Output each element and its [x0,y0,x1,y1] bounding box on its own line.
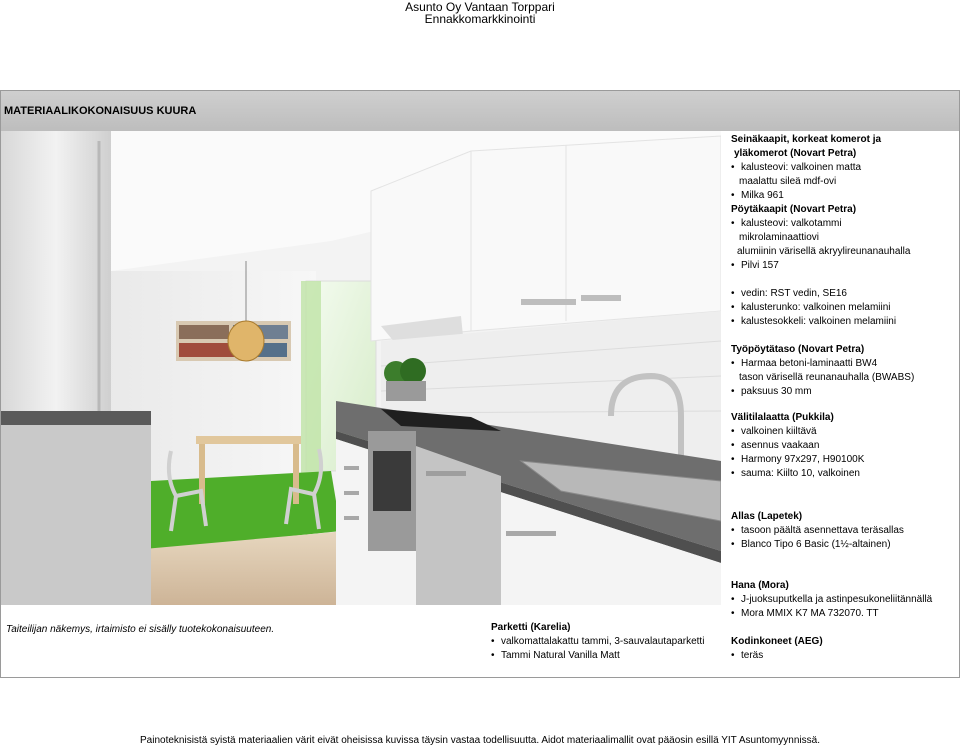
spec-faucet [731,579,932,621]
spec-bullet: • teräs [731,649,823,663]
spec-tiles [731,411,864,481]
spec-hardware [731,287,896,329]
spec-bullet: • J-juoksuputkella ja astinpesukoneliitännällä [731,593,932,607]
material-panel [0,90,960,678]
spec-heading: Parketti (Karelia) [491,622,571,633]
spec-detail: alumiinin värisellä akryylireunanauhalla [737,246,911,257]
spec-bullet: • vedin: RST vedin, SE16 [731,287,896,301]
kitchen-render [1,131,721,605]
spec-bullet: • Harmaa betoni-laminaatti BW4 [731,357,914,371]
spec-heading: Seinäkaapit, korkeat komerot ja [731,134,882,145]
spec-bullet: • paksuus 30 mm [731,385,914,399]
spec-heading: Pöytäkaapit (Novart Petra) [731,204,857,215]
spec-heading: yläkomerot (Novart Petra) [734,148,857,159]
illustration-caption: Taiteilijan näkemys, irtaimisto ei sisälly tuotekokonaisuuteen. [6,624,275,635]
spec-cabinets [731,133,910,273]
project-subtitle: Ennakkomarkkinointi [424,12,536,26]
spec-bullet: • Tammi Natural Vanilla Matt [491,649,704,663]
title-band [1,91,959,131]
spec-appliances [731,635,823,663]
spec-bullet: • Harmony 97x297, H90100K [731,453,864,467]
spec-detail: mikrolaminaattiovi [739,232,820,243]
spec-bullet: • asennus vaakaan [731,439,864,453]
spec-bullet: • kalusteovi: valkotammi [731,217,910,231]
spec-countertop [731,343,914,399]
disclaimer-footer: Painoteknisistä syistä materiaalien värit eivät oheisissa kuvissa täysin vastaa todellisuutta. Aidot materiaalimallit ovat pääosin esillä YIT Asuntomyynnissä. [140,735,820,746]
spec-bullet: • valkomattalakattu tammi, 3-sauvalautaparketti [491,635,704,649]
spec-flooring [491,621,704,663]
spec-detail: tason värisellä reunanauhalla (BWABS) [739,372,915,383]
spec-bullet: • valkoinen kiiltävä [731,425,864,439]
spec-bullet: • Blanco Tipo 6 Basic (1½-altainen) [731,538,904,552]
spec-detail: maalattu sileä mdf-ovi [739,176,837,187]
spec-bullet: • Milka 961 [731,189,910,203]
spec-bullet: • Pilvi 157 [731,259,910,273]
spec-bullet: • kalusterunko: valkoinen melamiini [731,301,896,315]
project-name: Asunto Oy Vantaan Torppari [405,0,555,14]
spec-heading: Työpöytätaso (Novart Petra) [731,344,865,355]
spec-heading: Hana (Mora) [731,580,789,591]
spec-bullet: • sauma: Kiilto 10, valkoinen [731,467,864,481]
spec-bullet: • kalusteovi: valkoinen matta [731,161,910,175]
spec-heading: Kodinkoneet (AEG) [731,636,823,647]
package-title: MATERIAALIKOKONAISUUS KUURA [4,105,197,117]
spec-bullet: • kalustesokkeli: valkoinen melamiini [731,315,896,329]
spec-heading: Välitilalaatta (Pukkila) [731,412,834,423]
spec-heading: Allas (Lapetek) [731,511,803,522]
kitchen-illustration [1,131,721,605]
spec-bullet: • Mora MMIX K7 MA 732070. TT [731,607,932,621]
spec-sink [731,510,904,552]
spec-bullet: • tasoon päältä asennettava teräsallas [731,524,904,538]
